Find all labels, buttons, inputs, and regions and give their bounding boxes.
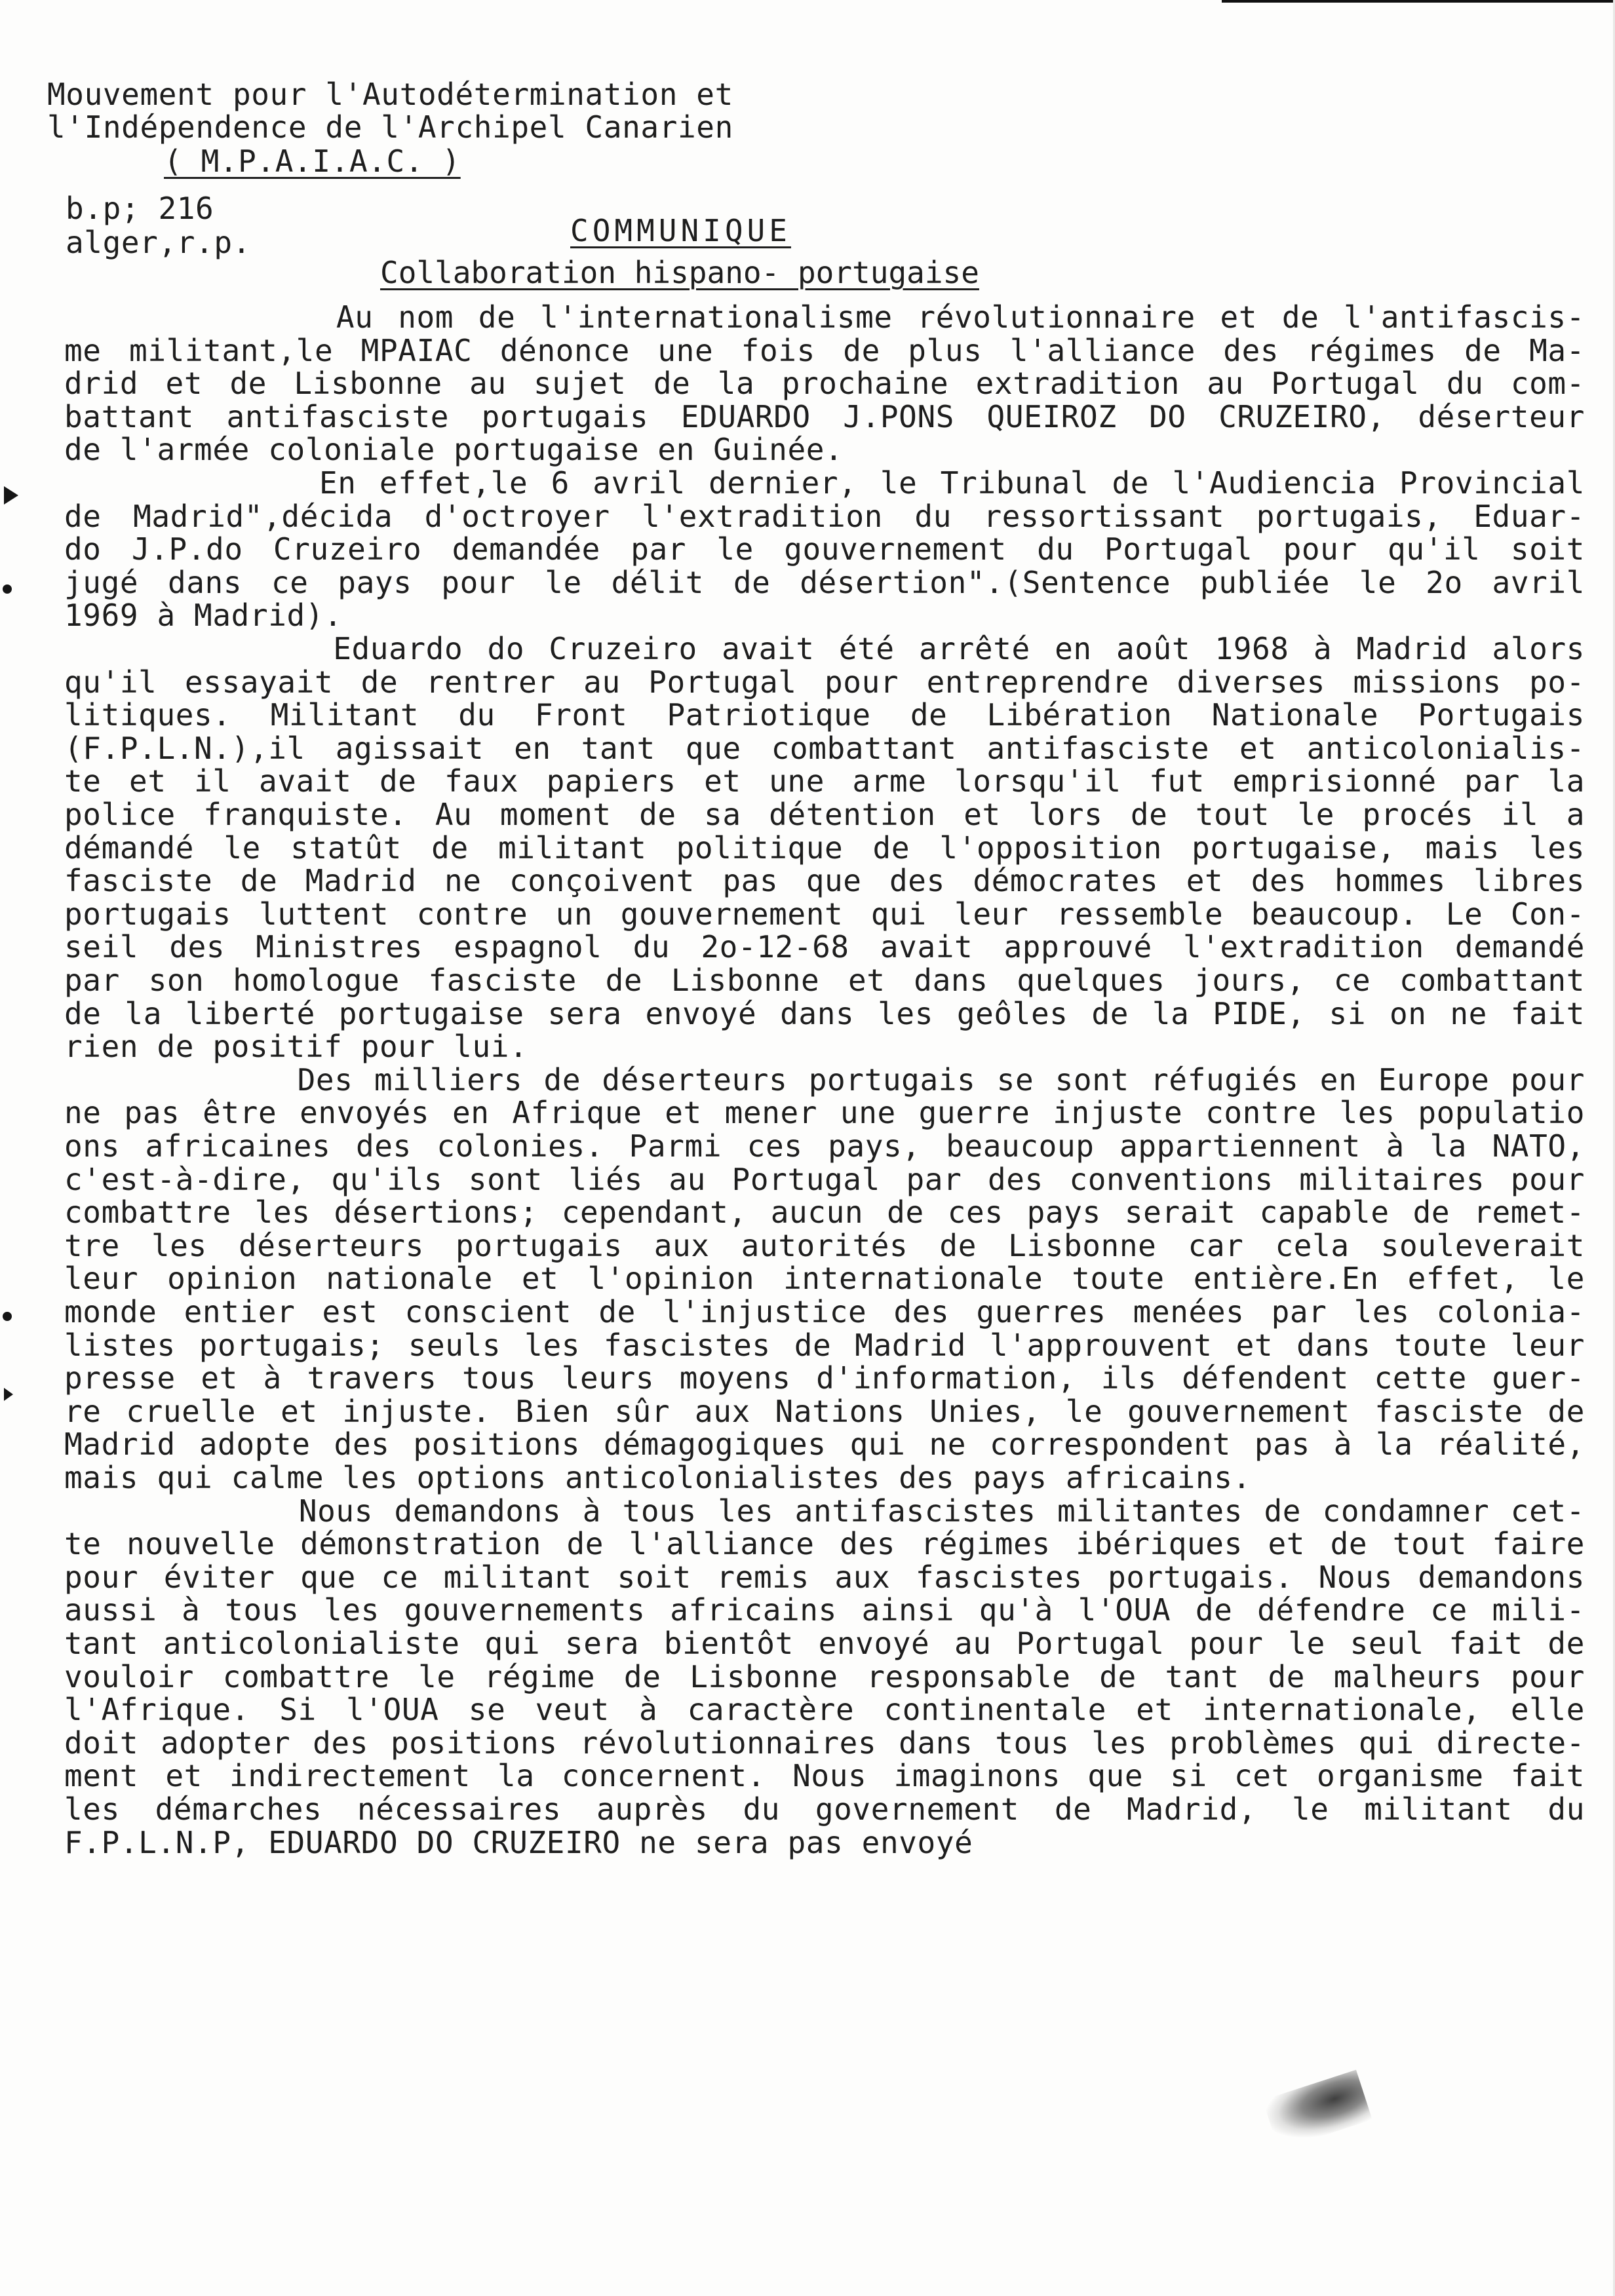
body-line: F.P.L.N.P, EDUARDO DO CRUZEIRO ne sera pas envoyé (64, 1825, 973, 1860)
body-line: tre les déserteurs portugais aux autorités de Lisbonne car cela souleverait (64, 1228, 1585, 1263)
body-line: drid et de Lisbonne au sujet de la prochaine extradition au Portugal du com- (64, 366, 1585, 401)
body-line: ne pas être envoyés en Afrique et mener une guerre injuste contre les populatio (64, 1095, 1585, 1130)
body-line: qu'il essayait de rentrer au Portugal pour entreprendre diverses missions po- (64, 664, 1585, 700)
body-line: (F.P.L.N.),il agissait en tant que combattant antifasciste et anticolonialis- (64, 731, 1585, 766)
address-line-2: alger,r.p. (66, 225, 251, 260)
body-line: doit adopter des positions révolutionnaires dans tous les problèmes qui directe- (64, 1725, 1585, 1761)
body-line: fasciste de Madrid ne conçoivent pas que des démocrates et des hommes libres (64, 863, 1585, 898)
body-line: Eduardo do Cruzeiro avait été arrêté en août 1968 à Madrid alors (64, 631, 1585, 666)
body-line: presse et à travers tous leurs moyens d'information, ils défendent cette guer- (64, 1360, 1585, 1396)
body-line: l'Afrique. Si l'OUA se veut à caractère continentale et internationale, elle (64, 1692, 1585, 1727)
body-line: de l'armée coloniale portugaise en Guinée. (64, 432, 844, 467)
body-line: police franquiste. Au moment de sa détention et lors de tout le procés il a (64, 797, 1585, 832)
margin-mark-2 (3, 584, 12, 594)
body-line: ons africaines des colonies. Parmi ces pays, beaucoup appartiennent à la NATO, (64, 1128, 1585, 1164)
body-line: rien de positif pour lui. (64, 1029, 528, 1064)
sender-line-2: l'Indépendence de l'Archipel Canarien (47, 109, 733, 145)
top-edge-line (1222, 0, 1615, 3)
document-subtitle: Collaboration hispano- portugaise (380, 255, 979, 290)
ink-smudge (1262, 2070, 1372, 2150)
body-line: En effet,le 6 avril dernier, le Tribunal de l'Audiencia Provincial (64, 465, 1585, 501)
body-line: vouloir combattre le régime de Lisbonne responsable de tant de malheurs pour (64, 1659, 1585, 1694)
body-line: démandé le statût de militant politique de l'opposition portugaise, mais les (64, 830, 1585, 866)
body-line: litiques. Militant du Front Patriotique de Libération Nationale Portugais (64, 697, 1585, 733)
sender-acronym: ( M.P.A.I.A.C. ) (164, 144, 461, 179)
body-line: tant anticolonialiste qui sera bientôt envoyé au Portugal pour le seul fait de (64, 1626, 1585, 1661)
body-line: par son homologue fasciste de Lisbonne et dans quelques jours, ce combattant (64, 963, 1585, 998)
body-line: re cruelle et injuste. Bien sûr aux Nations Unies, le gouvernement fasciste de (64, 1394, 1585, 1429)
body-line: mais qui calme les options anticolonialistes des pays africains. (64, 1460, 1251, 1495)
body-line: Des milliers de déserteurs portugais se sont réfugiés en Europe pour (64, 1062, 1585, 1098)
address-line-1: b.p; 216 (66, 191, 214, 226)
body-line: portugais luttent contre un gouvernement qui leur ressemble beaucoup. Le Con- (64, 896, 1585, 932)
body-line: battant antifasciste portugais EDUARDO J.PONS QUEIROZ DO CRUZEIRO, déserteur (64, 399, 1585, 434)
margin-mark-1 (4, 486, 18, 505)
body-line: Madrid adopte des positions démagogiques qui ne correspondent pas à la réalité, (64, 1426, 1585, 1462)
body-line: seil des Ministres espagnol du 2o-12-68 avait approuvé l'extradition demandé (64, 929, 1585, 965)
body-line: de Madrid",décida d'octroyer l'extradition du ressortissant portugais, Eduar- (64, 499, 1585, 534)
body-line: les démarches nécessaires auprès du governement de Madrid, le militant du (64, 1791, 1585, 1827)
body-line: c'est-à-dire, qu'ils sont liés au Portugal par des conventions militaires pour (64, 1162, 1585, 1197)
body-line: leur opinion nationale et l'opinion internationale toute entière.En effet, le (64, 1261, 1585, 1296)
body-line: 1969 à Madrid). (64, 598, 343, 633)
margin-mark-4 (4, 1388, 13, 1401)
margin-mark-3 (3, 1312, 12, 1321)
body-line: jugé dans ce pays pour le délit de désertion".(Sentence publiée le 2o avril (64, 565, 1585, 600)
body-line: de la liberté portugaise sera envoyé dans les geôles de la PIDE, si on ne fait (64, 996, 1585, 1031)
body-line: combattre les désertions; cependant, aucun de ces pays serait capable de remet- (64, 1195, 1585, 1230)
body-line: monde entier est conscient de l'injustice des guerres menées par les colonia- (64, 1294, 1585, 1330)
body-line: Nous demandons à tous les antifascistes militantes de condamner cet- (64, 1493, 1585, 1529)
body-line: pour éviter que ce militant soit remis aux fascistes portugais. Nous demandons (64, 1559, 1585, 1595)
body-line: do J.P.do Cruzeiro demandée par le gouvernement du Portugal pour qu'il soit (64, 531, 1585, 567)
body-line: listes portugais; seuls les fascistes de Madrid l'approuvent et dans toute leur (64, 1328, 1585, 1363)
body-line: aussi à tous les gouvernements africains ainsi qu'à l'OUA de défendre ce mili- (64, 1592, 1585, 1628)
body-line: ment et indirectement la concernent. Nous imaginons que si cet organisme fait (64, 1758, 1585, 1793)
body-line: me militant,le MPAIAC dénonce une fois de plus l'alliance des régimes de Ma- (64, 333, 1585, 368)
document-title: COMMUNIQUE (570, 213, 791, 248)
body-line: Au nom de l'internationalisme révolutionnaire et de l'antifascis- (64, 299, 1585, 335)
body-line: te et il avait de faux papiers et une arme lorsqu'il fut emprisionné par la (64, 763, 1585, 799)
sender-line-1: Mouvement pour l'Autodétermination et (47, 77, 733, 112)
body-line: te nouvelle démonstration de l'alliance des régimes ibériques et de tout faire (64, 1526, 1585, 1561)
